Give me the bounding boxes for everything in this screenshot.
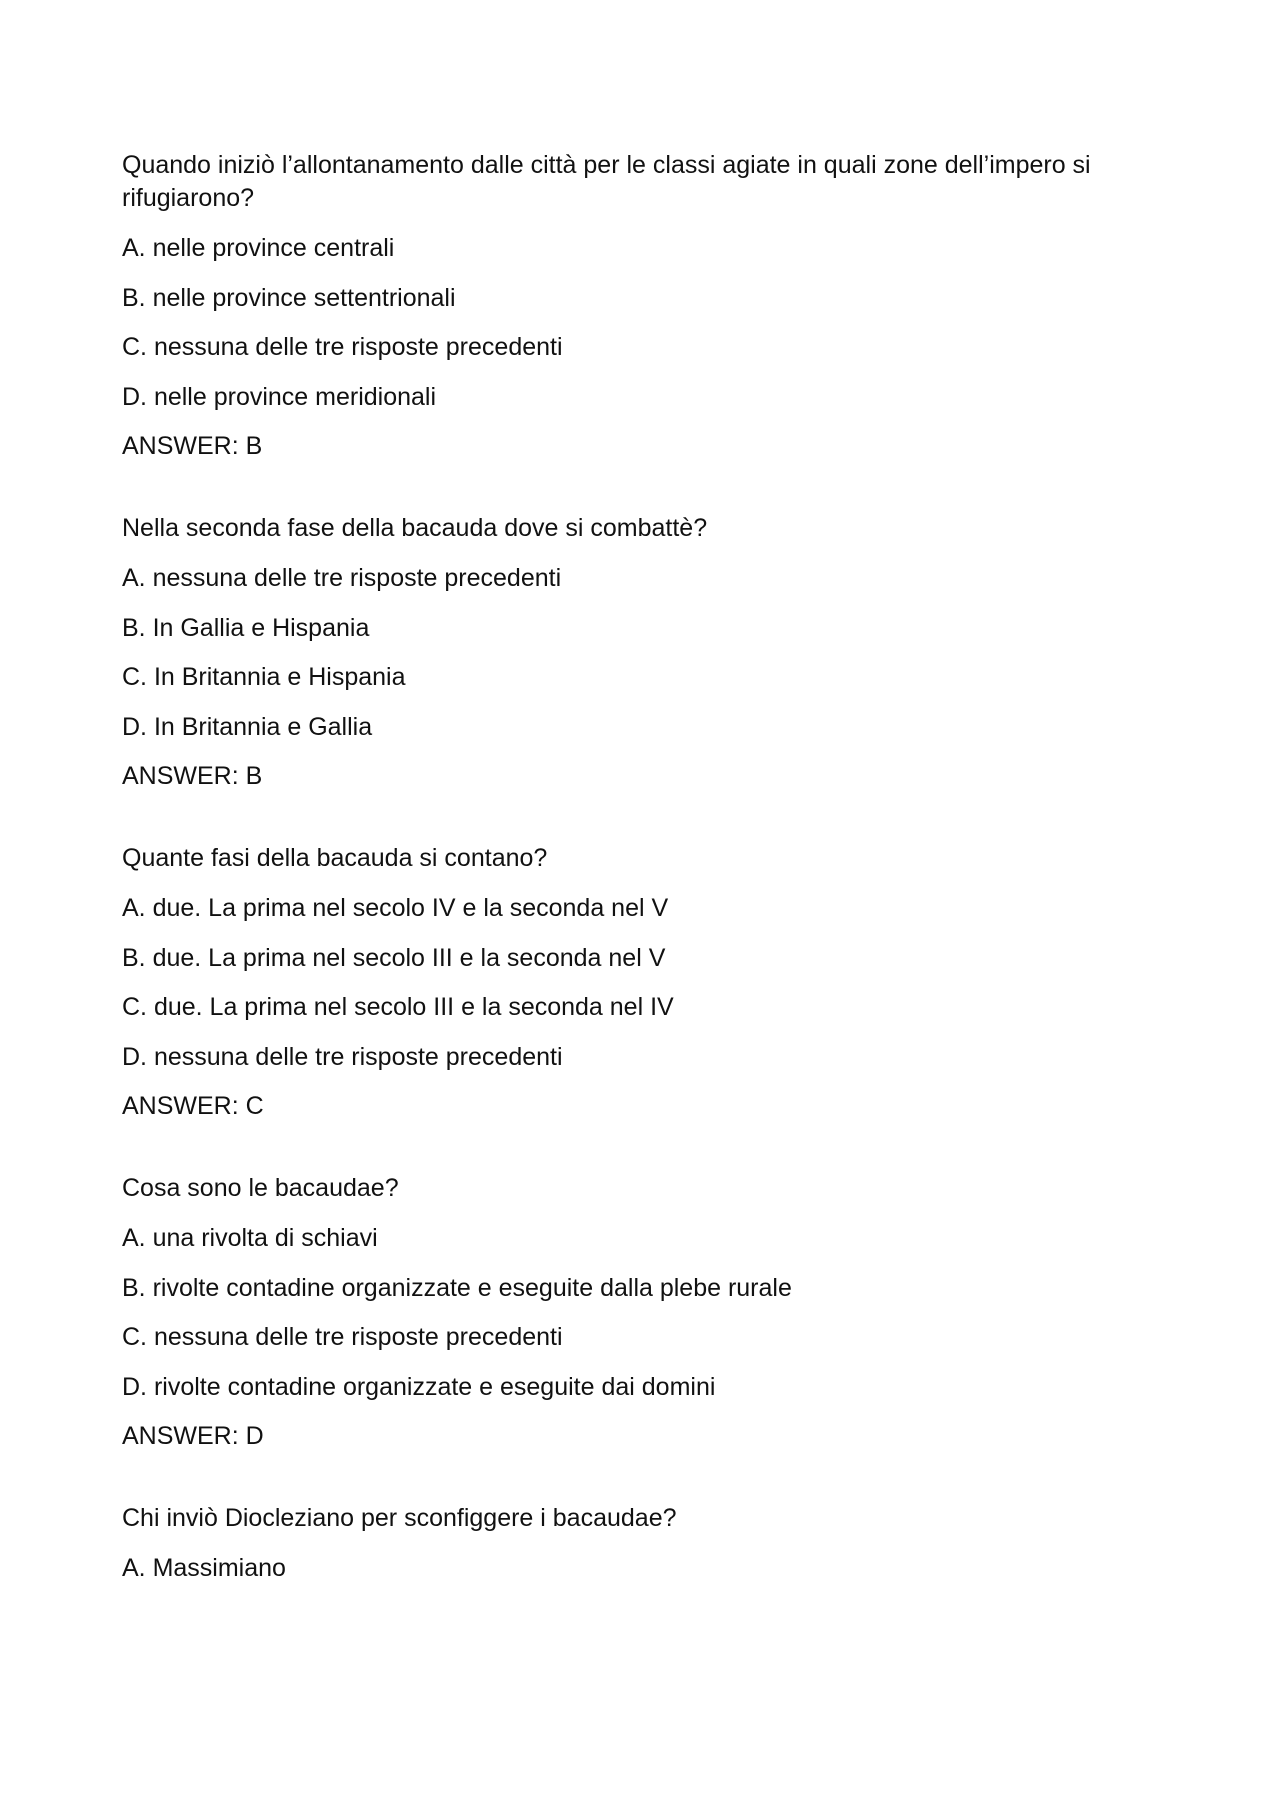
option-a: A. due. La prima nel secolo IV e la seconda nel V — [122, 894, 669, 922]
question-text: Cosa sono le bacaudae? — [122, 1174, 399, 1202]
option-a: A. nelle province centrali — [122, 234, 395, 262]
answer-line: ANSWER: B — [122, 432, 263, 460]
option-b: B. due. La prima nel secolo III e la seconda nel V — [122, 943, 666, 972]
option-d: D. nelle province meridionali — [122, 382, 437, 411]
option-a: A. Massimiano — [122, 1554, 286, 1582]
option-b: B. nelle province settentrionali — [122, 283, 456, 312]
question-block-3 — [122, 842, 1172, 1123]
option-d: D. In Britannia e Gallia — [122, 712, 373, 741]
option-c: C. In Britannia e Hispania — [122, 663, 406, 691]
option-a: A. nessuna delle tre risposte precedenti — [122, 564, 562, 592]
option-c: C. nessuna delle tre risposte precedenti — [122, 1323, 563, 1351]
question-block-4 — [122, 1172, 1172, 1453]
question-text: Chi inviò Diocleziano per sconfiggere i bacaudae? — [122, 1504, 677, 1532]
option-d: D. rivolte contadine organizzate e eseguite dai domini — [122, 1372, 716, 1401]
answer-line: ANSWER: C — [122, 1092, 264, 1120]
option-a: A. una rivolta di schiavi — [122, 1224, 378, 1252]
question-text: Quando iniziò l’allontanamento dalle città per le classi agiate in quali zone dell’impero si rifugiarono? — [122, 151, 1091, 212]
option-d: D. nessuna delle tre risposte precedenti — [122, 1042, 563, 1071]
question-text: Quante fasi della bacauda si contano? — [122, 844, 548, 872]
question-block-1 — [122, 149, 1172, 463]
question-block-2 — [122, 512, 1172, 793]
question-block-5 — [122, 1502, 1172, 1585]
answer-line: ANSWER: D — [122, 1422, 264, 1450]
question-text: Nella seconda fase della bacauda dove si combattè? — [122, 514, 708, 542]
answer-line: ANSWER: B — [122, 762, 263, 790]
option-b: B. In Gallia e Hispania — [122, 613, 370, 642]
document-page — [122, 149, 1172, 1634]
option-c: C. nessuna delle tre risposte precedenti — [122, 333, 563, 361]
option-c: C. due. La prima nel secolo III e la seconda nel IV — [122, 993, 674, 1021]
option-b: B. rivolte contadine organizzate e eseguite dalla plebe rurale — [122, 1273, 792, 1302]
